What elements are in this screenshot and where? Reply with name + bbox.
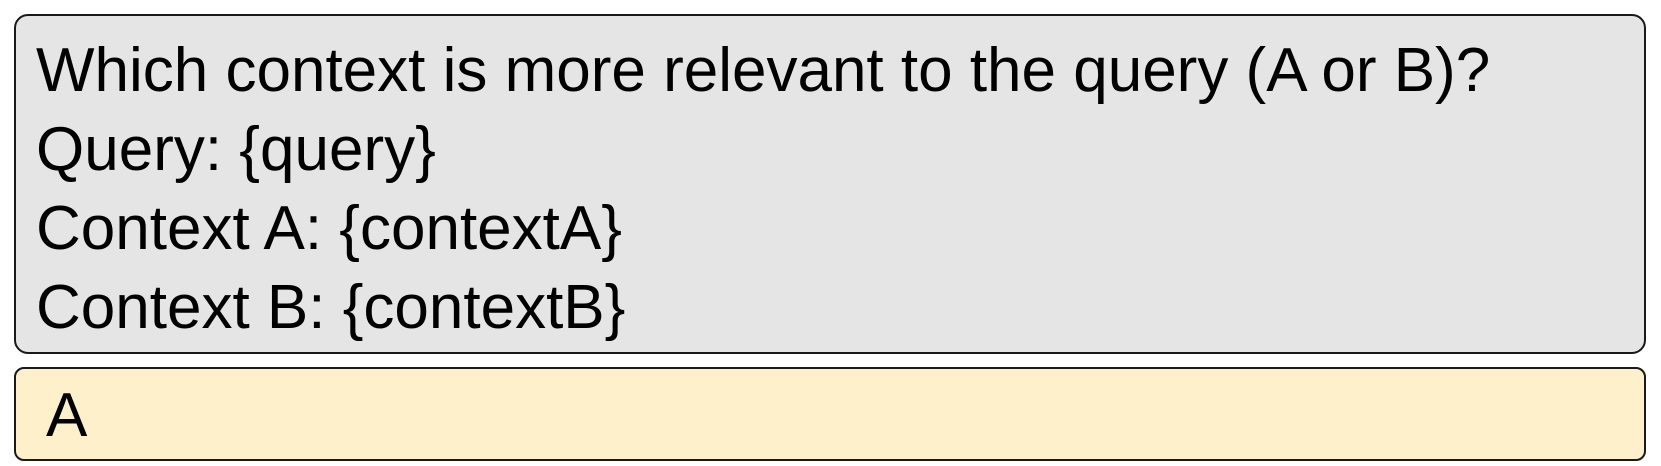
prompt-context-a-line: Context A: {contextA} — [36, 194, 622, 263]
prompt-query-line: Query: {query} — [36, 115, 436, 184]
answer-box — [14, 367, 1646, 461]
prompt-context-b-line: Context B: {contextB} — [36, 273, 626, 342]
prompt-question: Which context is more relevant to the query (A or B)? — [36, 36, 1491, 105]
answer-text: A — [46, 381, 88, 450]
prompt-box — [14, 14, 1646, 354]
